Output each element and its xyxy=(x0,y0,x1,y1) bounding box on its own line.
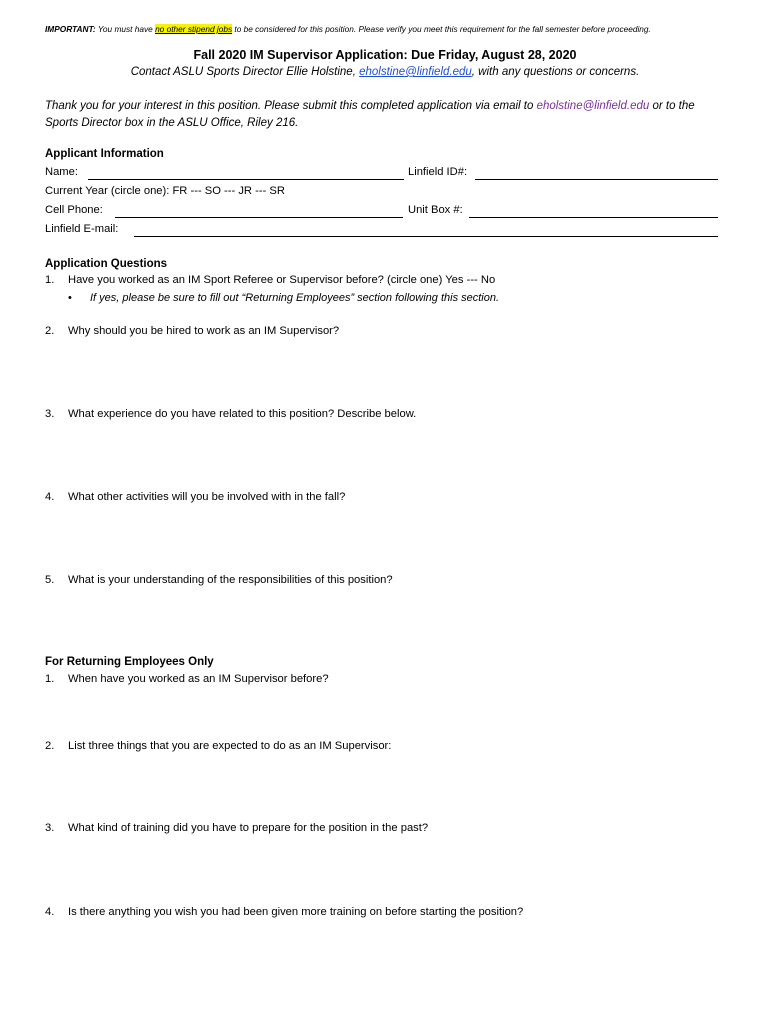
question-text: List three things that you are expected to do as an IM Supervisor: xyxy=(68,740,392,752)
important-notice xyxy=(45,24,651,34)
page-title: Fall 2020 IM Supervisor Application: Due Friday, August 28, 2020 xyxy=(193,48,577,62)
question-number: 3. xyxy=(45,408,55,420)
notice-lead: IMPORTANT: xyxy=(45,24,96,34)
question-number: 1. xyxy=(45,274,55,286)
question-text: Why should you be hired to work as an IM Supervisor? xyxy=(68,325,340,337)
bullet-marker: • xyxy=(68,292,72,304)
contact-text-before: Contact ASLU Sports Director Ellie Holstine, xyxy=(130,66,360,78)
question-number: 2. xyxy=(45,325,55,337)
intro-text-after: or to the Sports Director box in the ASLU Office, Riley 216. xyxy=(45,100,695,129)
notice-text-after: to be considered for this position. Please verify you meet this requirement for the fall semester before proceeding. xyxy=(232,24,651,34)
cell-phone-input-line[interactable] xyxy=(115,217,403,218)
intro-email[interactable]: eholstine@linfield.edu xyxy=(536,100,650,112)
name-label: Name: xyxy=(45,166,78,178)
question-number: 4. xyxy=(45,906,55,918)
linfield-email-input-line[interactable] xyxy=(134,236,718,237)
notice-text-before: You must have xyxy=(95,24,156,34)
question-text: When have you worked as an IM Supervisor before? xyxy=(68,673,329,685)
contact-line xyxy=(0,66,770,78)
question-number: 5. xyxy=(45,574,55,586)
unit-box-input-line[interactable] xyxy=(469,217,718,218)
cell-phone-label: Cell Phone: xyxy=(45,204,103,216)
intro-paragraph xyxy=(45,98,725,132)
question-number: 1. xyxy=(45,673,55,685)
unit-box-label: Unit Box #: xyxy=(408,204,463,216)
name-input-line[interactable] xyxy=(88,179,404,180)
notice-highlight: no other stipend jobs xyxy=(155,24,233,34)
returning-employees-heading: For Returning Employees Only xyxy=(45,656,214,668)
current-year-label: Current Year (circle one): FR --- SO --- JR --- SR xyxy=(45,185,285,197)
question-text: What experience do you have related to this position? Describe below. xyxy=(68,408,417,420)
question-text: Is there anything you wish you had been given more training on before starting the position? xyxy=(68,906,524,918)
application-questions-heading: Application Questions xyxy=(45,258,168,270)
linfield-email-label: Linfield E-mail: xyxy=(45,223,119,235)
applicant-info-heading: Applicant Information xyxy=(45,148,164,160)
linfield-id-label: Linfield ID#: xyxy=(408,166,468,178)
question-text: What other activities will you be involved with in the fall? xyxy=(68,491,346,503)
returning-employees-note: If yes, please be sure to fill out “Returning Employees” section following this section. xyxy=(90,292,500,304)
question-text: What kind of training did you have to prepare for the position in the past? xyxy=(68,822,429,834)
question-text: What is your understanding of the responsibilities of this position? xyxy=(68,574,393,586)
intro-text-before: Thank you for your interest in this position. Please submit this completed application via email to xyxy=(45,100,537,112)
contact-email-link[interactable]: eholstine@linfield.edu xyxy=(359,66,472,78)
linfield-id-input-line[interactable] xyxy=(475,179,718,180)
question-number: 2. xyxy=(45,740,55,752)
question-number: 4. xyxy=(45,491,55,503)
question-text: Have you worked as an IM Sport Referee or Supervisor before? (circle one) Yes --- No xyxy=(68,274,496,286)
contact-text-after: , with any questions or concerns. xyxy=(471,66,640,78)
question-number: 3. xyxy=(45,822,55,834)
